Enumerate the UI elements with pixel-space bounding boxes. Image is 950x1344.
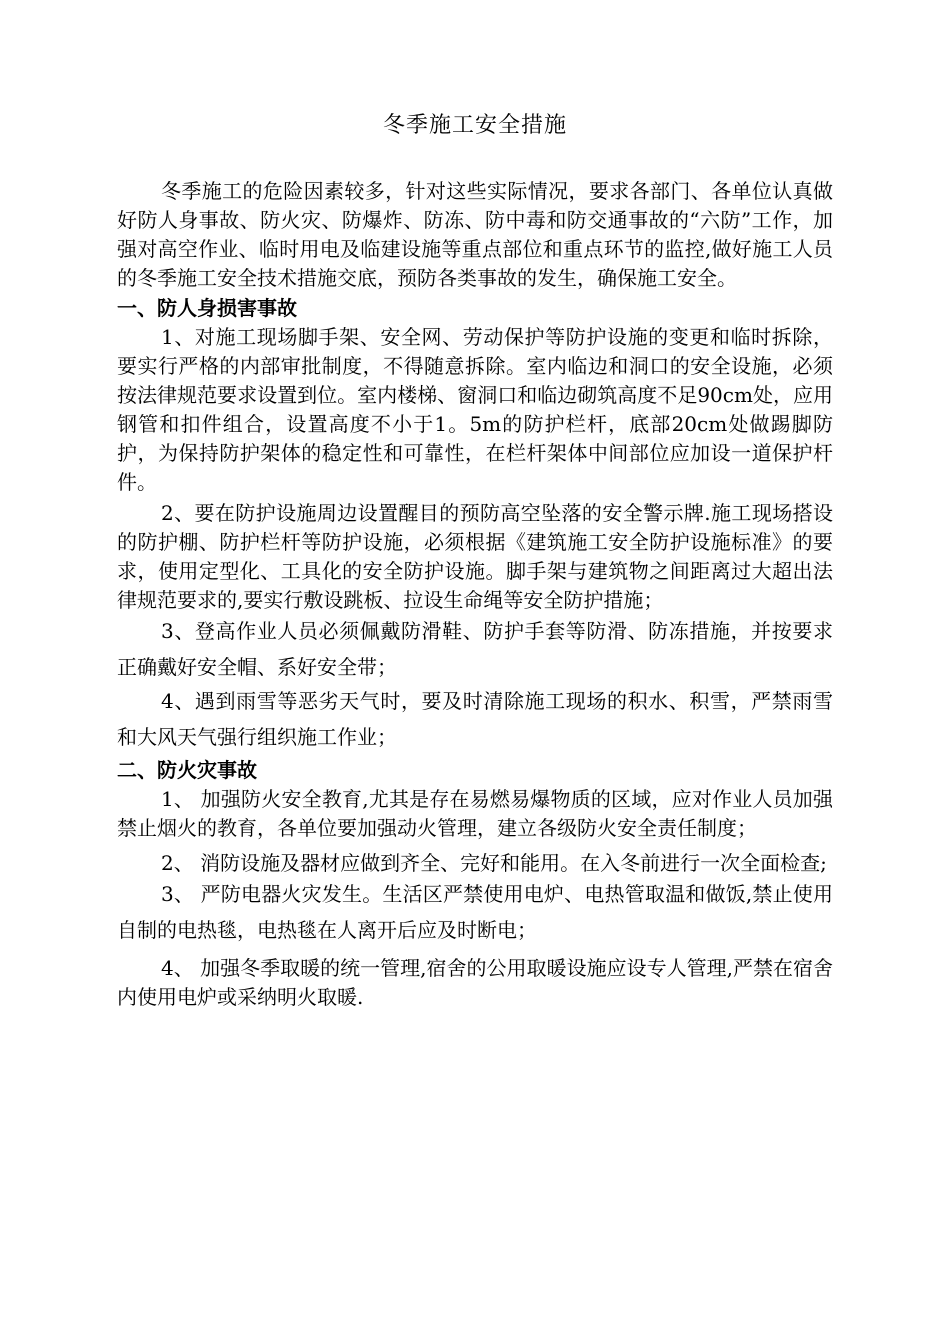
section-1-item-4: 4、遇到雨雪等恶劣天气时，要及时清除施工现场的积水、积雪，严禁雨雪和大风天气强行组织施工作业； [117,689,833,749]
document-body [117,177,833,1012]
section-2-item-3: 3、 严防电器火灾发生。生活区严禁使用电炉、电热管取温和做饭,禁止使用自制的电热毯，电热毯在人离开后应及时断电； [117,882,833,942]
section-2-item-4: 4、 加强冬季取暖的统一管理,宿舍的公用取暖设施应设专人管理,严禁在宿舍内使用电炉或采纳明火取暖. [117,956,833,1009]
section-1-item-1: 1、对施工现场脚手架、安全网、劳动保护等防护设施的变更和临时拆除，要实行严格的内部审批制度，不得随意拆除。室内临边和洞口的安全设施，必须按法律规范要求设置到位。室内楼梯、窗洞口和临边砌筑高度不足90cm处，应用钢管和扣件组合，设置高度不小于1。5m的防护栏杆，底部20cm处做踢脚防护，为保持防护架体的稳定性和可靠性，在栏杆架体中间部位应加设一道保护杆件。 [117,325,833,494]
section-1-item-2: 2、要在防护设施周边设置醒目的预防高空坠落的安全警示牌.施工现场搭设的防护棚、防护栏杆等防护设施，必须根据《建筑施工安全防护设施标准》的要求，使用定型化、工具化的安全防护设施。脚手架与建筑物之间距离过大超出法律规范要求的,要实行敷设跳板、拉设生命绳等安全防护措施； [117,501,833,612]
section-heading-fire: 二、防火灾事故 [117,758,257,782]
section-2-item-1: 1、 加强防火安全教育,尤其是存在易燃易爆物质的区域，应对作业人员加强禁止烟火的教育，各单位要加强动火管理，建立各级防火安全责任制度； [117,787,833,840]
intro-paragraph: 冬季施工的危险因素较多，针对这些实际情况，要求各部门、各单位认真做好防人身事故、防火灾、防爆炸、防冻、防中毒和防交通事故的“六防”工作，加强对高空作业、临时用电及临建设施等重点部位和重点环节的监控,做好施工人员的冬季施工安全技术措施交底，预防各类事故的发生，确保施工安全。 [117,179,833,290]
section-1-item-3: 3、登高作业人员必须佩戴防滑鞋、防护手套等防滑、防冻措施，并按要求正确戴好安全帽、系好安全带； [117,619,833,679]
section-2-item-2: 2、 消防设施及器材应做到齐全、完好和能用。在入冬前进行一次全面检查; [161,851,827,875]
section-heading-personal-injury: 一、防人身损害事故 [117,296,297,320]
document-title: 冬季施工安全措施 [382,113,567,138]
